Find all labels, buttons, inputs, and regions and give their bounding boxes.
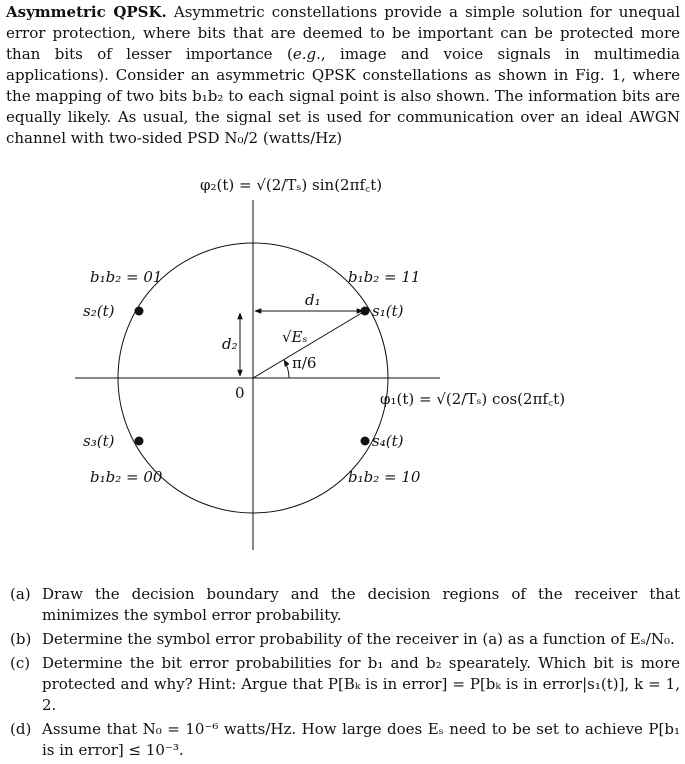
point-s4	[361, 437, 370, 446]
d1-label: d₁	[305, 291, 321, 309]
s3-bits: b₁b₂ = 00	[90, 468, 163, 486]
problem-parts	[10, 584, 680, 764]
s2-label: s₂(t)	[83, 302, 115, 320]
intro-text-2: , image and voice signals in multimedia applications). Consider an asymmetric QPSK constellations as shown in Fig. 1, where the mapping of two bits b₁b₂ to each signal point is also shown. The information bits are equally likely. As usual, the signal set is used for communication over an ideal AWGN channel with two-sided PSD N₀/2 (watts/Hz)	[6, 45, 680, 147]
part-label: (c)	[10, 654, 31, 672]
s4-bits: b₁b₂ = 10	[348, 468, 421, 486]
s3-label: s₃(t)	[83, 432, 115, 450]
point-s1	[361, 307, 370, 316]
origin-label: 0	[235, 384, 245, 402]
phi2-label: φ₂(t) = √(2/Tₛ) sin(2πf꜀t)	[200, 176, 383, 194]
problem-intro	[6, 2, 680, 149]
point-s3	[135, 437, 144, 446]
part-label: (b)	[10, 630, 32, 648]
d2-label: d₂	[222, 335, 238, 353]
part-label: (d)	[10, 720, 32, 738]
part-text: Assume that N₀ = 10⁻⁶ watts/Hz. How large does Eₛ need to be set to achieve P[b₁ is in error] ≤ 10⁻³.	[42, 720, 680, 759]
es-label: √Eₛ	[282, 328, 308, 346]
part-text: Determine the bit error probabilities for b₁ and b₂ spearately. Which bit is more protected and why? Hint: Argue that P[Bₖ is in error] = P[bₖ is in error|s₁(t)], k = 1, 2.	[42, 654, 680, 714]
s4-label: s₄(t)	[372, 432, 404, 450]
point-s2	[135, 307, 144, 316]
problem-title: Asymmetric QPSK.	[6, 3, 167, 21]
part-label: (a)	[10, 585, 31, 603]
part-d	[10, 719, 680, 761]
part-a	[10, 584, 680, 626]
part-b	[10, 629, 680, 650]
part-text: Draw the decision boundary and the decision regions of the receiver that minimizes the symbol error probability.	[42, 585, 680, 624]
constellation-figure	[0, 160, 685, 580]
angle-arc	[284, 360, 289, 378]
part-text: Determine the symbol error probability of the receiver in (a) as a function of Eₛ/N₀.	[42, 630, 675, 648]
part-c	[10, 653, 680, 716]
s1-label: s₁(t)	[372, 302, 404, 320]
angle-label: π/6	[292, 354, 317, 372]
s2-bits: b₁b₂ = 01	[90, 268, 163, 286]
intro-eg: e.g.	[292, 45, 321, 63]
intro-text-1: Asymmetric constellations provide a simple solution for unequal error protection, where bits that are deemed to be important can be protected more than bits of lesser importance (	[6, 3, 680, 63]
s1-bits: b₁b₂ = 11	[348, 268, 421, 286]
phi1-label: φ₁(t) = √(2/Tₛ) cos(2πf꜀t)	[380, 390, 566, 408]
